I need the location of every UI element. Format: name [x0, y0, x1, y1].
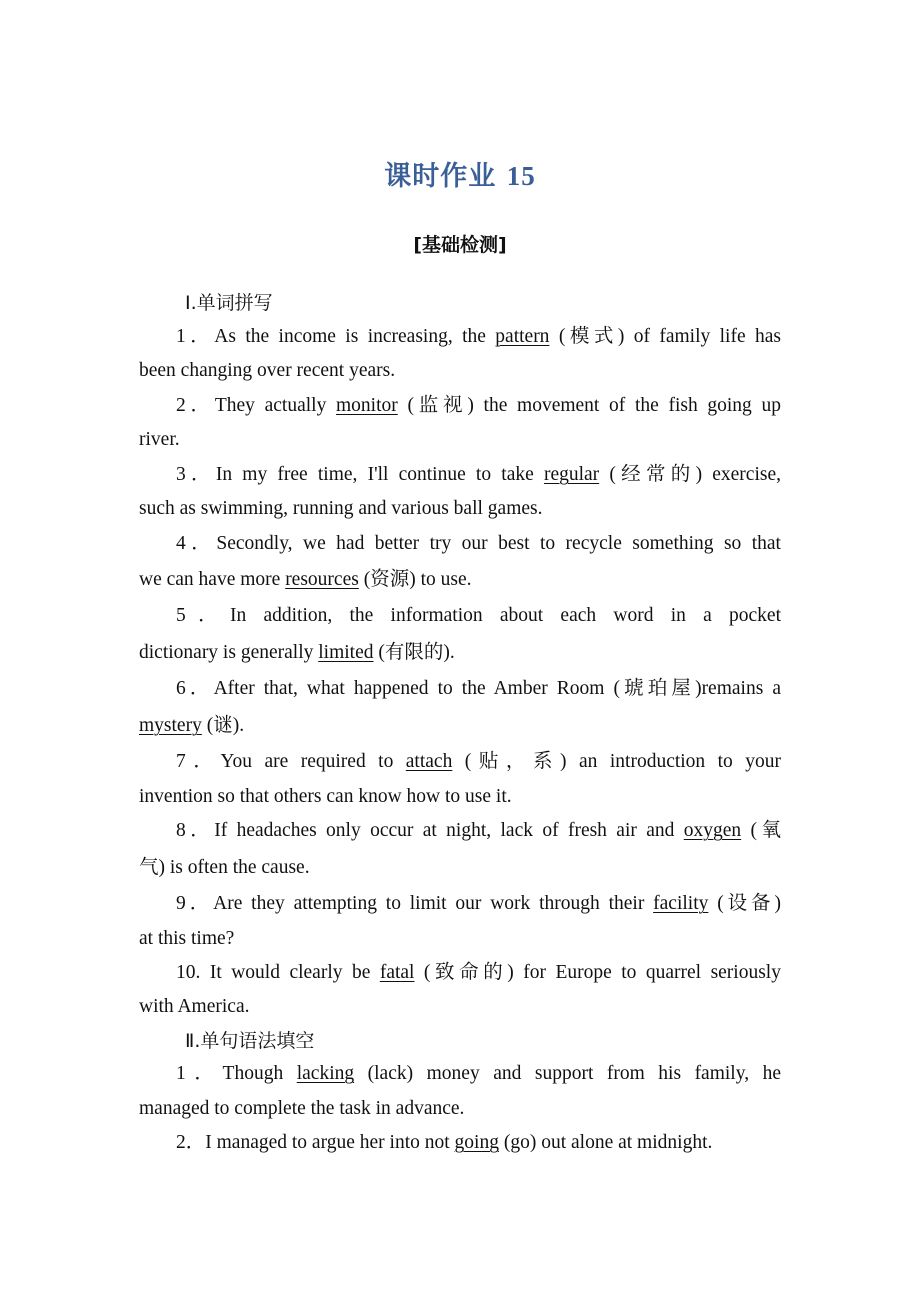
question-5	[176, 599, 781, 634]
answer-word: mystery	[139, 715, 202, 736]
question-4	[176, 527, 781, 562]
question-10	[176, 956, 781, 991]
question-10-cont: with America.	[139, 996, 250, 1017]
hint: (设备)	[708, 893, 781, 914]
question-5-cont	[139, 636, 455, 671]
question-text: You are required to	[220, 751, 406, 772]
question-number: 5．	[176, 605, 230, 626]
answer-word: monitor	[336, 395, 398, 416]
answer-word: attach	[405, 751, 453, 772]
question-8-cont	[139, 851, 310, 886]
question-text: dictionary is generally	[139, 642, 319, 663]
title-text: 课时作业	[384, 161, 497, 192]
answer-word: pattern	[495, 326, 550, 347]
answer-word: going	[454, 1132, 499, 1153]
question-3	[176, 458, 781, 493]
question-4-cont	[139, 563, 472, 598]
question-number: 8．	[176, 820, 215, 841]
question-3-cont: such as swimming, running and various ball games.	[139, 498, 543, 519]
question-number: 1．	[176, 326, 215, 347]
hint: (贴，系)	[452, 751, 567, 772]
answer-word: lacking	[296, 1063, 355, 1084]
question-number: 2．	[176, 1132, 206, 1153]
hint: 气)	[139, 857, 165, 878]
question-text: exercise,	[702, 464, 781, 485]
question-text: It would clearly be	[200, 962, 380, 983]
question-6	[176, 672, 781, 707]
title-number: 15	[506, 161, 536, 191]
section-subtitle: [基础检测]	[413, 234, 507, 256]
question-text: In my free time, I'll continue to take	[215, 464, 544, 485]
question-text: .	[239, 715, 245, 736]
question-text: money and support from his family, he	[413, 1063, 781, 1084]
hint: (致命的)	[414, 962, 514, 983]
answer-word: regular	[543, 464, 600, 485]
question-text: Are they attempting to limit our work through their	[213, 893, 654, 914]
question-number: 6．	[176, 678, 214, 699]
question-text: Secondly, we had better try our best to recycle something so that	[216, 533, 781, 554]
question-text: to use.	[415, 569, 472, 590]
question-text: In addition, the information about each word in a pocket	[229, 605, 781, 626]
hint: (模式)	[549, 326, 625, 347]
section-heading: Ⅱ.单句语法填空	[185, 1030, 315, 1052]
question-text: Though	[222, 1063, 297, 1084]
question-1	[176, 320, 781, 355]
question-1-cont: been changing over recent years.	[139, 360, 396, 381]
page-title	[0, 154, 920, 193]
question-text: out alone at midnight.	[536, 1132, 713, 1153]
question-7-cont: invention so that others can know how to use it.	[139, 786, 512, 807]
question-text: the movement of the fish going up	[473, 395, 781, 416]
hint: (谜)	[201, 715, 240, 736]
question-text: If headaches only occur at night, lack of fresh air and	[214, 820, 684, 841]
question-text: They actually	[214, 395, 337, 416]
hint: (lack)	[354, 1063, 414, 1084]
question-2	[176, 389, 781, 424]
question-text: .	[449, 642, 455, 663]
answer-word: oxygen	[683, 820, 742, 841]
section-heading: Ⅰ.单词拼写	[185, 292, 273, 314]
grammar-question-1	[176, 1057, 781, 1092]
hint: (监视)	[397, 395, 474, 416]
hint: (氧	[741, 820, 781, 841]
answer-word: resources	[285, 569, 359, 590]
grammar-question-1-cont: managed to complete the task in advance.	[139, 1098, 465, 1119]
question-9	[176, 887, 781, 922]
question-number: 10.	[176, 962, 201, 983]
hint: (经常的)	[599, 464, 703, 485]
hint: (有限的)	[373, 642, 450, 663]
question-text: As the income is increasing, the	[214, 326, 496, 347]
question-number: 1．	[176, 1063, 223, 1084]
question-text: is often the cause.	[165, 857, 310, 878]
answer-word: fatal	[379, 962, 415, 983]
question-number: 9．	[176, 893, 214, 914]
question-text: After that, what happened to the Amber Room (琥珀屋)remains a	[213, 678, 781, 699]
question-text: an introduction to your	[566, 751, 781, 772]
question-number: 7．	[176, 751, 221, 772]
hint: (go)	[498, 1132, 537, 1153]
answer-word: limited	[318, 642, 374, 663]
question-text: of family life has	[624, 326, 781, 347]
question-number: 4．	[176, 533, 217, 554]
question-text: we can have more	[139, 569, 286, 590]
question-number: 2．	[176, 395, 215, 416]
answer-word: facility	[653, 893, 709, 914]
hint: (资源)	[358, 569, 416, 590]
question-text: for Europe to quarrel seriously	[513, 962, 781, 983]
question-number: 3．	[176, 464, 216, 485]
grammar-question-2	[176, 1126, 712, 1161]
question-9-cont: at this time?	[139, 928, 235, 949]
question-6-cont	[139, 709, 244, 744]
question-7	[176, 745, 781, 780]
question-8	[176, 814, 781, 849]
question-2-cont: river.	[139, 429, 180, 450]
question-text: I managed to argue her into not	[205, 1132, 455, 1153]
